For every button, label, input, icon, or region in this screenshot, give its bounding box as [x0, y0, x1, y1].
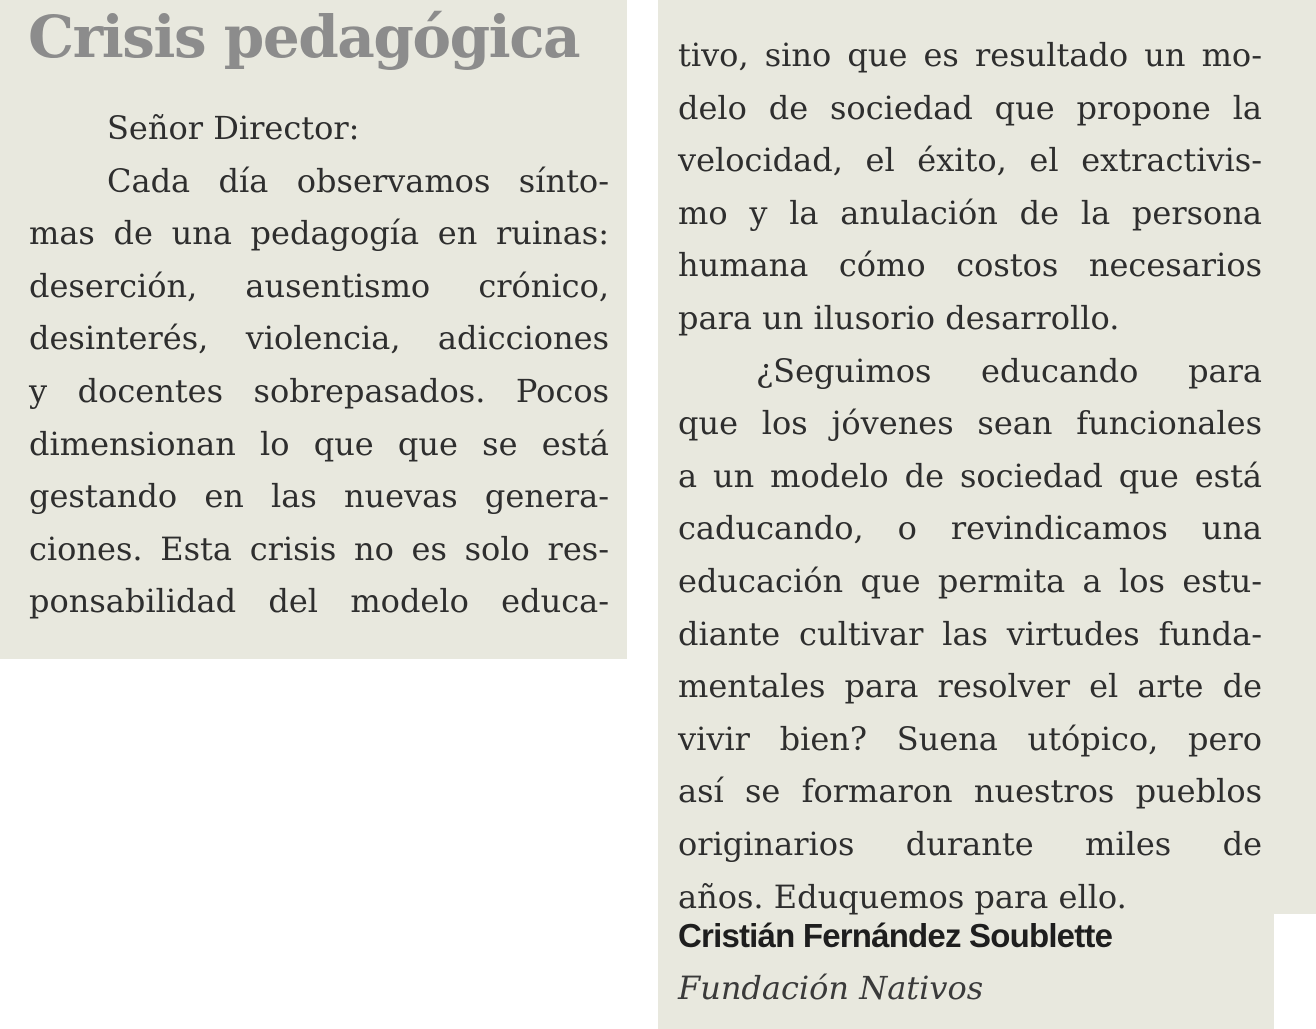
text-line: desinterés, violencia, adicciones [29, 319, 609, 358]
text-line: Señor Director: [107, 109, 360, 147]
text-line: para un ilusorio desarrollo. [678, 298, 1120, 337]
text-line: delo de sociedad que propone la [678, 88, 1262, 127]
text-line: educación que permita a los estu- [678, 561, 1262, 600]
text-line: deserción, ausentismo crónico, [29, 266, 609, 305]
text-line: ponsabilidad del modelo educa- [29, 582, 609, 621]
text-line: a un modelo de sociedad que está [678, 456, 1262, 495]
text-line: velocidad, el éxito, el extractivis- [678, 141, 1262, 180]
author-affiliation: Fundación Nativos [678, 969, 984, 1007]
text-line: humana cómo costos necesarios [678, 246, 1262, 285]
author-name: Cristián Fernández Soublette [678, 917, 1113, 954]
text-line: vivir bien? Suena utópico, pero [678, 719, 1262, 758]
text-line: diante cultivar las virtudes funda- [678, 614, 1262, 653]
text-line: así se formaron nuestros pueblos [678, 772, 1262, 811]
text-line: Cada día observamos sínto- [107, 161, 609, 200]
left-column-text [29, 102, 609, 628]
right-column-text [678, 29, 1262, 923]
text-line: tivo, sino que es resultado un mo- [678, 36, 1262, 74]
text-line: mo y la anulación de la persona [678, 193, 1262, 232]
text-line: mas de una pedagogía en ruinas: [29, 214, 609, 253]
text-line: ciones. Esta crisis no es solo res- [29, 529, 609, 568]
letter-headline: Crisis pedagógica [28, 3, 580, 71]
text-line: originarios durante miles de [678, 824, 1262, 863]
text-line: que los jóvenes sean funcionales [678, 404, 1262, 443]
text-line: ¿Seguimos educando para [756, 351, 1262, 390]
text-line: y docentes sobrepasados. Pocos [29, 371, 609, 410]
text-line: años. Eduquemos para ello. [678, 877, 1127, 916]
text-line: caducando, o revindicamos una [678, 509, 1262, 548]
text-line: gestando en las nuevas genera- [29, 477, 609, 516]
text-line: dimensionan lo que que se está [29, 424, 609, 463]
text-line: mentales para resolver el arte de [678, 667, 1262, 706]
